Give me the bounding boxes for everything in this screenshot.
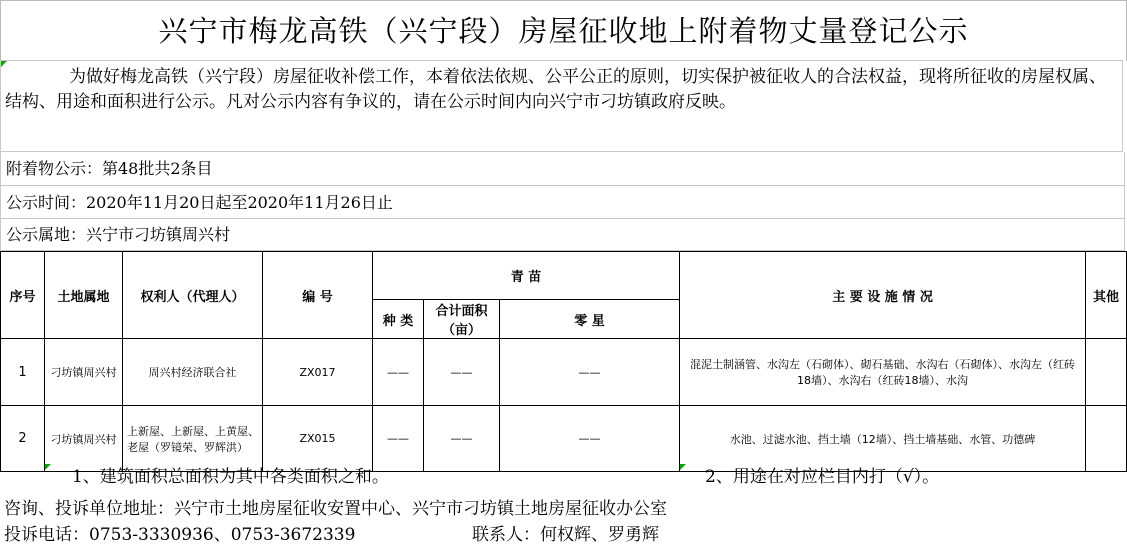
- cell-scattered: ——: [500, 406, 680, 472]
- header-other: 其他: [1086, 252, 1127, 339]
- cell-code: ZX017: [263, 339, 373, 406]
- cell-owner: 周兴村经济联合社: [123, 339, 263, 406]
- table-row: [1, 339, 1127, 406]
- header-facilities: 主 要 设 施 情 况: [680, 252, 1086, 339]
- cell-seq: 1: [1, 339, 45, 406]
- batch-info: 附着物公示：第48批共2条目: [0, 152, 1125, 186]
- note-area: 1、建筑面积总面积为其中各类面积之和。: [72, 467, 389, 487]
- page-title: 兴宁市梅龙高铁（兴宁段）房屋征收地上附着物丈量登记公示: [0, 0, 1127, 61]
- cell-facilities: 混泥土制涵管、水沟左（石砌体）、砌石基础、水沟右（石砌体）、水沟左（红砖18墙）、水沟右（红砖18墙）、水沟: [680, 339, 1086, 406]
- cell-land: 刁坊镇周兴村: [45, 406, 123, 472]
- registration-table: [0, 251, 1127, 472]
- cell-scattered: ——: [500, 339, 680, 406]
- location-info: 公示属地：兴宁市刁坊镇周兴村: [0, 219, 1125, 251]
- header-code: 编 号: [263, 252, 373, 339]
- cell-seq: 2: [1, 406, 45, 472]
- table-row: [1, 406, 1127, 472]
- period-info: 公示时间：2020年11月20日起至2020年11月26日止: [0, 186, 1125, 219]
- header-crops: 青 苗: [373, 252, 680, 300]
- notes-row: [0, 464, 1127, 490]
- header-kind: 种 类: [373, 300, 424, 339]
- cell-marker-icon: [45, 464, 51, 470]
- cell-kind: ——: [373, 406, 424, 472]
- header-area: 合计面积（亩）: [424, 300, 500, 339]
- cell-owner: 上新屋、上新屋、上黄屋、老屋（罗镜荣、罗辉洪）: [123, 406, 263, 472]
- cell-area: ——: [424, 406, 500, 472]
- header-scattered: 零 星: [500, 300, 680, 339]
- header-land: 土地属地: [45, 252, 123, 339]
- cell-code: ZX015: [263, 406, 373, 472]
- cell-facilities: 水池、过滤水池、挡土墙（12墙）、挡土墙基础、水管、功德碑: [680, 406, 1086, 472]
- intro-paragraph: 为做好梅龙高铁（兴宁段）房屋征收补偿工作，本着依法依规、公平公正的原则，切实保护被征收人的合法权益，现将所征收的房屋权属、结构、用途和面积进行公示。凡对公示内容有争议的，请在公示时间内向兴宁市刁坊镇政府反映。: [0, 60, 1123, 152]
- contact-phone: 投诉电话：0753-3330936、0753-3672339: [4, 525, 356, 545]
- cell-marker-icon: [680, 464, 686, 470]
- header-seq: 序号: [1, 252, 45, 339]
- contact-phone-row: [4, 520, 659, 545]
- header-owner: 权利人（代理人）: [123, 252, 263, 339]
- note-usage: 2、用途在对应栏目内打（√）。: [705, 467, 940, 487]
- cell-area: ——: [424, 339, 500, 406]
- contact-address: 咨询、投诉单位地址：兴宁市土地房屋征收安置中心、兴宁市刁坊镇土地房屋征收办公室: [4, 499, 667, 519]
- cell-kind: ——: [373, 339, 424, 406]
- cell-land: 刁坊镇周兴村: [45, 339, 123, 406]
- contact-person: 联系人：何权辉、罗勇辉: [472, 525, 659, 545]
- cell-other: [1086, 406, 1127, 472]
- cell-other: [1086, 339, 1127, 406]
